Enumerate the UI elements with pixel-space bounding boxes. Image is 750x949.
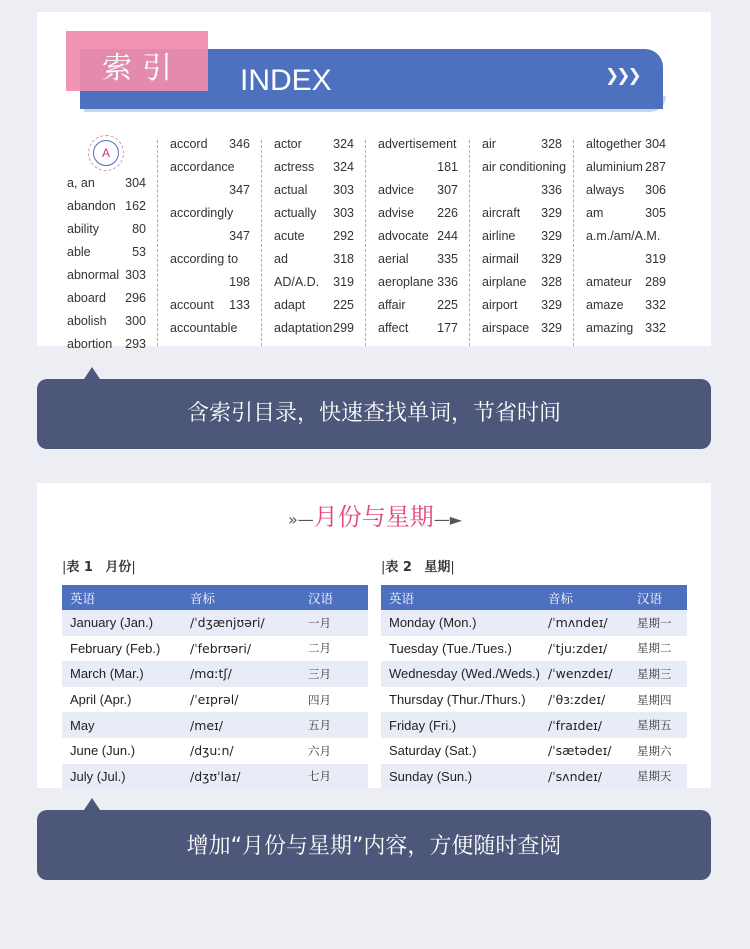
index-entry [586, 156, 666, 179]
index-entry [378, 294, 458, 317]
index-word: acute [274, 229, 305, 243]
index-page-number: 225 [333, 298, 354, 312]
english-cell: Friday (Fri.) [381, 712, 540, 738]
index-entry [274, 317, 354, 340]
callout-index: 含索引目录，快速查找单词，节省时间 [37, 379, 711, 449]
index-word: a, an [67, 176, 95, 190]
chevron-right-icon: ❯❯❯ [605, 66, 639, 86]
table1-caption-no: 表 1 [66, 560, 93, 575]
index-page-number: 198 [229, 275, 250, 289]
index-page-number: 329 [541, 321, 562, 335]
index-entry [170, 179, 250, 202]
index-word: altogether [586, 137, 642, 151]
table-row [62, 712, 368, 738]
index-word: aircraft [482, 206, 521, 220]
index-page-number: 324 [333, 137, 354, 151]
index-word: actually [274, 206, 317, 220]
index-word: account [170, 298, 214, 312]
index-column-4 [378, 133, 458, 340]
index-page-number: 225 [437, 298, 458, 312]
index-page-number: 303 [333, 206, 354, 220]
phonetic-cell: /ˈsætədeɪ/ [548, 743, 612, 759]
index-page-number: 244 [437, 229, 458, 243]
index-word: aeroplane [378, 275, 434, 289]
index-word: aerial [378, 252, 409, 266]
english-cell: January (Jan.) [62, 610, 182, 636]
index-entry [67, 241, 146, 264]
index-word: airport [482, 298, 518, 312]
index-entry [67, 172, 146, 195]
index-page-number: 307 [437, 183, 458, 197]
index-page-number: 332 [645, 321, 666, 335]
index-page-number: 289 [645, 275, 666, 289]
phonetic-cell: /ˈsʌndeɪ/ [540, 764, 629, 790]
index-entry [274, 248, 354, 271]
index-word: affect [378, 321, 409, 335]
index-entry [170, 133, 250, 156]
english-cell: February (Feb.) [70, 640, 161, 656]
index-column-5 [482, 133, 567, 340]
index-entry [170, 271, 250, 294]
index-page-number: 336 [437, 275, 458, 289]
index-page-number: 319 [333, 275, 354, 289]
index-word: airspace [482, 321, 530, 335]
chinese-cell: 三月 [300, 661, 368, 687]
index-word: advocate [378, 229, 429, 243]
index-word: affair [378, 298, 406, 312]
table-header: 汉语 [629, 585, 687, 610]
chinese-cell: 星期二 [636, 641, 672, 656]
index-entry [378, 133, 458, 156]
index-word: accordingly [170, 206, 234, 220]
index-entry [378, 271, 458, 294]
index-word: amateur [586, 275, 632, 289]
index-entry [170, 225, 250, 248]
table-row [62, 610, 368, 636]
index-entry [378, 202, 458, 225]
index-page-number: 324 [333, 160, 354, 174]
index-entry [378, 225, 458, 248]
index-word: abnormal [67, 268, 120, 282]
phonetic-cell: /ˈfraɪdeɪ/ [540, 712, 629, 738]
chinese-cell: 星期天 [629, 764, 687, 790]
index-entry [170, 294, 250, 317]
index-page-number: 296 [125, 291, 146, 305]
index-page-number: 329 [541, 206, 562, 220]
english-cell: June (Jun.) [70, 743, 136, 759]
index-page-number: 346 [229, 137, 250, 151]
phonetic-cell: /mɑːtʃ/ [182, 661, 300, 687]
phonetic-cell: /dʒuːn/ [190, 743, 234, 759]
index-word: AD/A.D. [274, 275, 320, 289]
table-header: 音标 [182, 585, 300, 610]
table-row [381, 661, 687, 687]
phonetic-cell: /ˈwenzdeɪ/ [540, 661, 629, 687]
index-word: abortion [67, 337, 113, 351]
index-page-number: 329 [541, 229, 562, 243]
chinese-cell: 一月 [300, 610, 368, 636]
chinese-cell: 星期六 [636, 743, 672, 758]
index-word: according to [170, 252, 239, 266]
chinese-cell: 五月 [300, 712, 368, 738]
table-row [381, 610, 687, 636]
index-page-number: 332 [645, 298, 666, 312]
table-row [62, 764, 368, 790]
index-word: air conditioning [482, 160, 567, 174]
left-arrow-icon: »— [287, 510, 314, 529]
phonetic-cell: /ˈθɜːzdeɪ/ [548, 692, 606, 708]
index-entry [67, 333, 146, 356]
index-page-number: 293 [125, 337, 146, 351]
index-page-number: 335 [437, 252, 458, 266]
section-title-text: 月份与星期 [313, 503, 434, 531]
table-row [62, 687, 368, 713]
index-entry [586, 225, 666, 248]
index-page-number: 303 [125, 268, 146, 282]
phonetic-cell: /dʒʊˈlaɪ/ [182, 764, 300, 790]
index-entry [482, 179, 562, 202]
index-entry [586, 294, 666, 317]
phonetic-cell: /ˈfebrʊəri/ [190, 640, 252, 656]
index-entry [482, 317, 562, 340]
index-word: airplane [482, 275, 527, 289]
index-entry [274, 156, 354, 179]
chinese-cell: 星期三 [629, 661, 687, 687]
index-entry [586, 248, 666, 271]
index-page-number: 80 [132, 222, 146, 236]
index-entry [170, 248, 250, 271]
index-entry [482, 133, 562, 156]
index-word: ability [67, 222, 99, 236]
index-entry [274, 225, 354, 248]
index-word: air [482, 137, 496, 151]
table-row [381, 712, 687, 738]
index-entry [67, 218, 146, 241]
index-word: airline [482, 229, 516, 243]
index-entry [170, 202, 250, 225]
index-page-number: 292 [333, 229, 354, 243]
callout-pointer [84, 798, 100, 810]
index-entry [378, 248, 458, 271]
index-entry [274, 133, 354, 156]
index-entry [170, 317, 250, 340]
index-word: abolish [67, 314, 107, 328]
right-arrow-icon: —► [433, 510, 463, 529]
callout-months: 增加“月份与星期”内容，方便随时查阅 [37, 810, 711, 880]
index-entry [67, 264, 146, 287]
index-entry [170, 156, 250, 179]
table-row [381, 687, 687, 713]
index-word: actress [274, 160, 315, 174]
index-page-number: 328 [541, 137, 562, 151]
english-cell: Saturday (Sat.) [389, 743, 477, 759]
index-page-number: 306 [645, 183, 666, 197]
table-header: 音标 [540, 585, 629, 610]
table2-caption: |表 2 星期| [381, 560, 455, 575]
index-entry [378, 317, 458, 340]
chinese-cell: 星期一 [629, 610, 687, 636]
index-page-number: 304 [125, 176, 146, 190]
index-page-number: 329 [541, 252, 562, 266]
english-cell: Thursday (Thur./Thurs.) [389, 692, 526, 708]
phonetic-cell: /ˈmʌndeɪ/ [540, 610, 629, 636]
index-page-number: 336 [541, 183, 562, 197]
index-page-number: 329 [541, 298, 562, 312]
index-page-number: 305 [645, 206, 666, 220]
index-entry [586, 179, 666, 202]
table-row [62, 636, 368, 662]
column-divider [365, 140, 366, 346]
index-entry [67, 310, 146, 333]
index-page-number: 319 [645, 252, 666, 266]
index-entry [378, 179, 458, 202]
index-page-number: 303 [333, 183, 354, 197]
index-entry [67, 195, 146, 218]
index-word: airmail [482, 252, 519, 266]
index-entry [586, 202, 666, 225]
index-column-6 [586, 133, 666, 340]
table-row [62, 661, 368, 687]
index-page-number: 347 [229, 229, 250, 243]
index-entry [482, 294, 562, 317]
index-entry [378, 156, 458, 179]
index-entry [482, 248, 562, 271]
index-entry [274, 202, 354, 225]
index-word: a.m./am/A.M. [586, 229, 661, 243]
index-page-number: 347 [229, 183, 250, 197]
column-divider [469, 140, 470, 346]
table-row [381, 764, 687, 790]
index-entry [274, 271, 354, 294]
index-page-number: 328 [541, 275, 562, 289]
table2-caption-text: 星期 [424, 560, 451, 575]
index-word: ad [274, 252, 288, 266]
index-word: adapt [274, 298, 306, 312]
index-word: actor [274, 137, 302, 151]
chinese-cell: 二月 [308, 641, 331, 656]
index-word: aluminium [586, 160, 643, 174]
index-page-number: 177 [437, 321, 458, 335]
index-page-number: 53 [132, 245, 146, 259]
table-row [381, 738, 687, 764]
table-row [381, 636, 687, 662]
index-entry [482, 156, 567, 179]
english-cell: Monday (Mon.) [381, 610, 540, 636]
phonetic-cell: /ˈeɪprəl/ [190, 692, 239, 708]
index-page-number: 133 [229, 298, 250, 312]
index-word: adaptation [274, 321, 333, 335]
table-row [62, 738, 368, 764]
english-cell: Sunday (Sun.) [381, 764, 540, 790]
table-header: 英语 [381, 585, 540, 610]
index-word: always [586, 183, 625, 197]
index-page-number: 181 [437, 160, 458, 174]
table-header: 英语 [62, 585, 182, 610]
callout-pointer [84, 367, 100, 379]
index-column-3 [274, 133, 354, 340]
phonetic-cell: /ˈdʒænjʊəri/ [182, 610, 300, 636]
index-page-number: 300 [125, 314, 146, 328]
index-word: advertisement [378, 137, 457, 151]
chinese-cell: 星期五 [629, 712, 687, 738]
chinese-cell: 四月 [308, 692, 331, 707]
index-word: amaze [586, 298, 624, 312]
phonetic-cell: /meɪ/ [182, 712, 300, 738]
index-entry [586, 317, 666, 340]
table-header: 汉语 [300, 585, 368, 610]
index-page-number: 299 [333, 321, 354, 335]
index-word: abandon [67, 199, 116, 213]
letter-badge: A [93, 140, 119, 166]
chinese-cell: 六月 [308, 743, 331, 758]
index-word: aboard [67, 291, 106, 305]
index-entry [586, 271, 666, 294]
index-word: advice [378, 183, 415, 197]
index-word: accord [170, 137, 208, 151]
index-word: am [586, 206, 604, 220]
english-cell: March (Mar.) [62, 661, 182, 687]
column-divider [261, 140, 262, 346]
index-column-1 [67, 172, 146, 356]
index-entry [482, 271, 562, 294]
index-page-number: 304 [645, 137, 666, 151]
index-entry [586, 133, 666, 156]
table2-caption-no: 表 2 [385, 560, 412, 575]
index-page-number: 318 [333, 252, 354, 266]
index-column-2 [170, 133, 250, 340]
index-entry [274, 294, 354, 317]
index-page-number: 287 [645, 160, 666, 174]
index-word: amazing [586, 321, 634, 335]
index-entry [274, 179, 354, 202]
english-cell: April (Apr.) [70, 692, 132, 708]
index-page-number: 226 [437, 206, 458, 220]
index-word: advise [378, 206, 415, 220]
index-page-number: 162 [125, 199, 146, 213]
english-cell: May [62, 712, 182, 738]
months-table [62, 585, 368, 789]
index-word: able [67, 245, 91, 259]
section-title [0, 497, 750, 532]
table1-caption-text: 月份 [105, 560, 132, 575]
chinese-cell: 星期四 [636, 692, 672, 707]
index-title: INDEX [240, 64, 332, 97]
english-cell: Wednesday (Wed./Weds.) [381, 661, 540, 687]
index-tag-label: 索引 [102, 51, 182, 86]
index-entry [482, 225, 562, 248]
index-word: actual [274, 183, 308, 197]
index-word: accountable [170, 321, 238, 335]
index-word: accordance [170, 160, 235, 174]
english-cell: Tuesday (Tue./Tues.) [389, 640, 512, 656]
column-divider [573, 140, 574, 346]
chinese-cell: 七月 [300, 764, 368, 790]
weekdays-table [381, 585, 687, 789]
index-entry [482, 202, 562, 225]
phonetic-cell: /ˈtjuːzdeɪ/ [548, 640, 608, 656]
table1-caption: |表 1 月份| [62, 560, 136, 575]
index-entry [67, 287, 146, 310]
column-divider [157, 140, 158, 346]
english-cell: July (Jul.) [62, 764, 182, 790]
